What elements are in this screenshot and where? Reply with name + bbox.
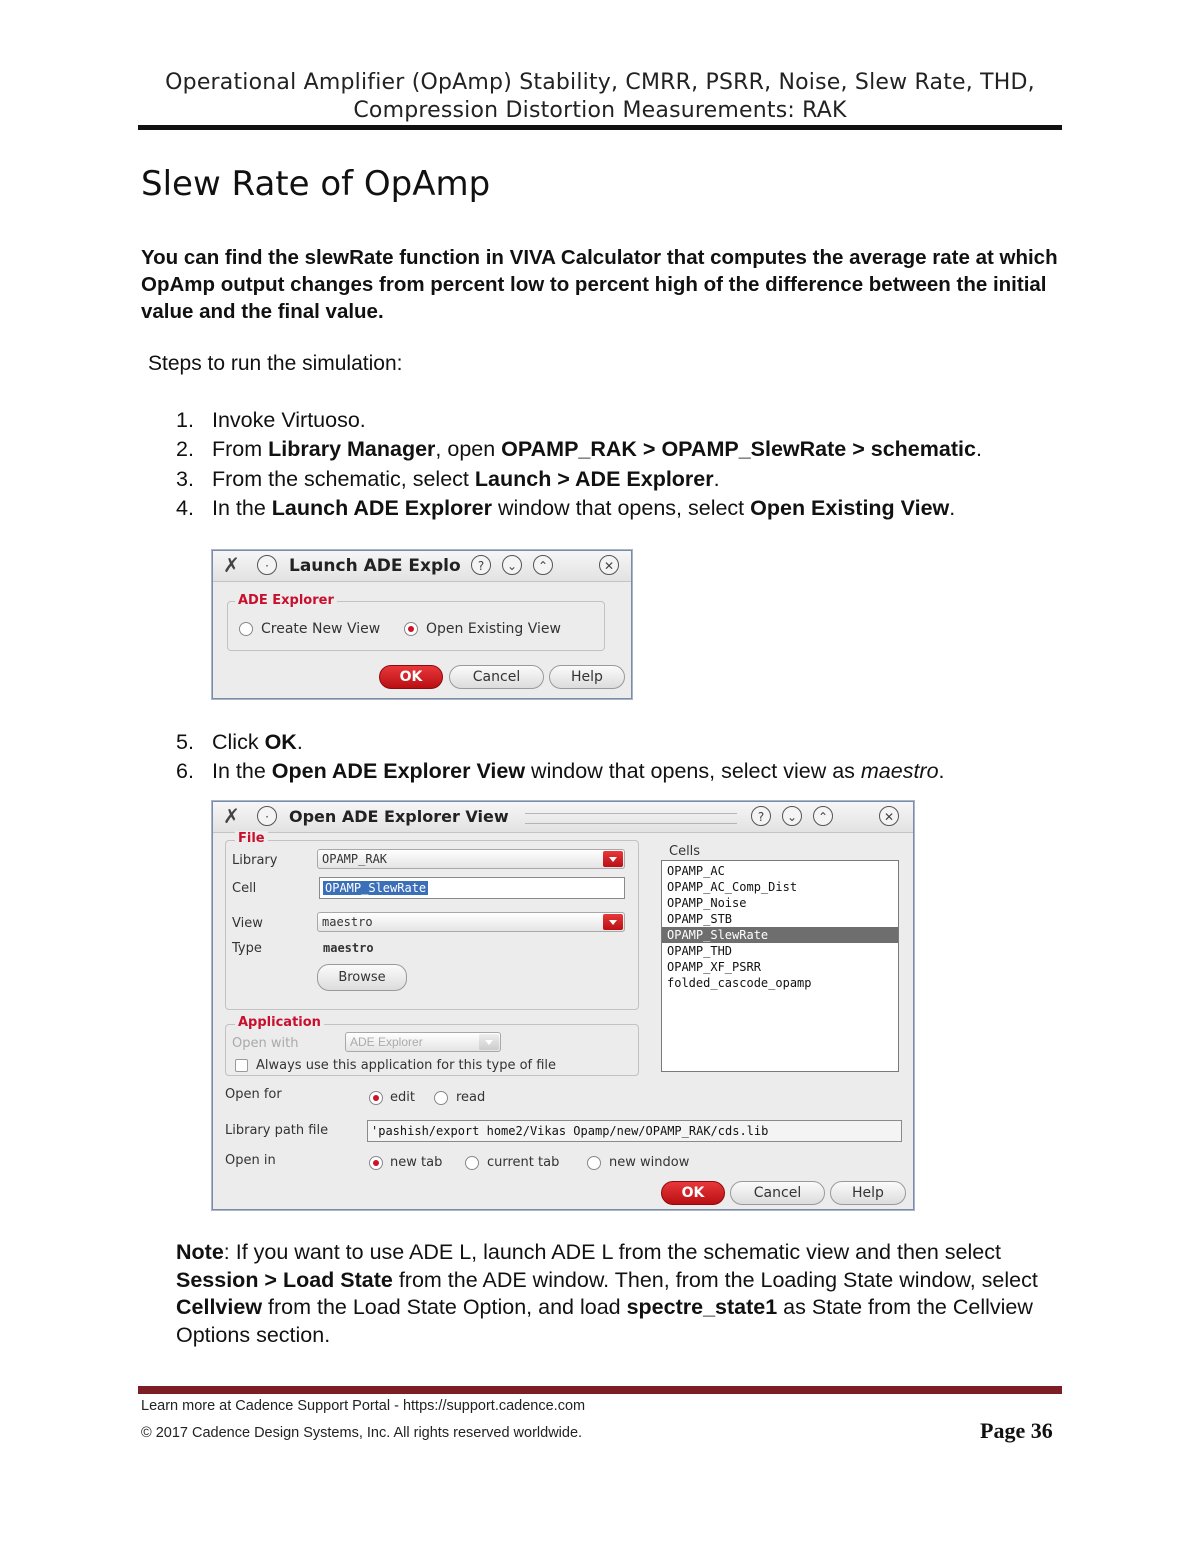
intro-paragraph: You can find the slewRate function in VIVA Calculator that computes the average rate at which OpAmp output changes from percent low to percent high of the difference between the initial value and the final value.	[141, 246, 1058, 323]
close-icon[interactable]: ✕	[599, 555, 619, 575]
step-bold: OPAMP_RAK > OPAMP_SlewRate > schematic	[501, 437, 976, 461]
step-5	[176, 730, 303, 755]
step-text: .	[296, 730, 303, 754]
window-menu-icon[interactable]: ·	[257, 806, 277, 826]
step-text: In the	[212, 759, 272, 783]
list-item[interactable]: folded_cascode_opamp	[667, 976, 812, 990]
cancel-button[interactable]: Cancel	[449, 665, 544, 689]
step-bold: Launch > ADE Explorer	[474, 467, 714, 491]
view-label: View	[232, 916, 263, 931]
note-paragraph	[176, 1239, 1056, 1349]
help-icon[interactable]: ?	[471, 555, 491, 575]
note-bold: Cellview	[176, 1295, 263, 1319]
list-item-selected[interactable]: OPAMP_SlewRate	[662, 927, 898, 943]
step-bold: OK	[264, 730, 297, 754]
dialog-title: Launch ADE Explo	[289, 556, 461, 576]
header-line-2: Compression Distortion Measurements: RAK	[353, 98, 847, 123]
step-3	[176, 467, 720, 492]
header-line-1: Operational Amplifier (OpAmp) Stability, CMRR, PSRR, Noise, Slew Rate, THD,	[165, 70, 1035, 95]
step-number: 5.	[176, 730, 194, 754]
open-with-label: Open with	[232, 1036, 299, 1051]
open-for-read-radio[interactable]	[434, 1091, 448, 1105]
chevron-down-icon	[603, 914, 623, 930]
open-existing-view-label: Open Existing View	[426, 621, 561, 637]
libpath-input[interactable]: 'pashish/export home2/Vikas Opamp/new/OPAMP_RAK/cds.lib	[367, 1120, 902, 1142]
step-text: In the	[212, 496, 272, 520]
step-text: Invoke Virtuoso.	[212, 408, 366, 432]
view-combo[interactable]	[317, 912, 625, 932]
open-in-label: Open in	[225, 1153, 276, 1168]
step-number: 3.	[176, 467, 194, 491]
create-new-view-radio[interactable]	[239, 622, 253, 636]
type-label: Type	[232, 941, 262, 956]
step-6	[176, 759, 945, 784]
always-use-label: Always use this application for this type of file	[256, 1058, 557, 1073]
cell-label: Cell	[232, 881, 257, 896]
minimize-icon[interactable]: ⌄	[502, 555, 522, 575]
step-number: 4.	[176, 496, 194, 520]
create-new-view-label: Create New View	[261, 621, 381, 637]
help-button[interactable]: Help	[830, 1181, 906, 1205]
step-text: Click	[212, 730, 265, 754]
list-item[interactable]: OPAMP_STB	[667, 912, 733, 926]
step-number: 2.	[176, 437, 194, 461]
step-1	[176, 408, 366, 433]
ok-button[interactable]: OK	[661, 1181, 725, 1205]
group-label: File	[235, 831, 268, 846]
open-existing-view-radio[interactable]	[404, 622, 418, 636]
dialog-title: Open ADE Explorer View	[289, 807, 509, 826]
browse-button[interactable]: Browse	[317, 964, 407, 991]
app-logo-icon: ✗	[223, 553, 240, 577]
open-for-edit-radio[interactable]	[369, 1091, 383, 1105]
maximize-icon[interactable]: ⌃	[533, 555, 553, 575]
step-text: .	[713, 467, 720, 491]
always-use-checkbox[interactable]	[235, 1059, 248, 1072]
step-text: window that opens, select	[491, 496, 751, 520]
open-with-value: ADE Explorer	[350, 1035, 423, 1049]
step-text: .	[949, 496, 956, 520]
header-rule	[138, 125, 1062, 130]
step-text: From	[212, 437, 269, 461]
view-value: maestro	[322, 915, 373, 929]
note-text: from the ADE window. Then, from the Loading State window, select	[392, 1267, 1038, 1292]
step-text: .	[938, 759, 945, 783]
note-text: : If you want to use ADE L, launch ADE L from the schematic view and then select	[223, 1240, 1001, 1264]
open-for-read-label: read	[456, 1090, 486, 1105]
launch-ade-explorer-dialog	[212, 550, 632, 699]
note-bold: spectre_state1	[626, 1295, 778, 1319]
minimize-icon[interactable]: ⌄	[782, 806, 802, 826]
dialog-titlebar	[213, 802, 913, 833]
step-number: 1.	[176, 408, 194, 432]
chevron-down-icon	[603, 851, 623, 867]
close-icon[interactable]: ✕	[879, 806, 899, 826]
open-in-new-window-label: new window	[609, 1155, 690, 1170]
footer-support-link[interactable]: Learn more at Cadence Support Portal - https://support.cadence.com	[141, 1398, 586, 1414]
step-4	[176, 496, 955, 521]
titlebar-grip	[525, 813, 737, 824]
library-label: Library	[232, 853, 278, 868]
step-italic: maestro	[860, 759, 939, 783]
open-for-label: Open for	[225, 1087, 282, 1102]
step-text: , open	[435, 437, 502, 461]
open-for-edit-label: edit	[390, 1090, 415, 1105]
note-text: from the Load State Option, and load	[262, 1295, 627, 1319]
step-text: window that opens, select view as	[525, 759, 861, 783]
library-combo[interactable]	[317, 849, 625, 869]
libpath-label: Library path file	[225, 1123, 329, 1138]
type-value: maestro	[323, 941, 374, 955]
cell-input[interactable]	[319, 877, 625, 899]
group-label: ADE Explorer	[235, 593, 337, 608]
cancel-button[interactable]: Cancel	[730, 1181, 825, 1205]
open-in-current-tab-radio[interactable]	[465, 1156, 479, 1170]
chevron-down-icon	[479, 1034, 499, 1050]
note-bold: Session > Load State	[176, 1267, 393, 1292]
group-label: Application	[235, 1015, 324, 1030]
page-number: Page 36	[980, 1418, 1053, 1443]
list-item[interactable]: OPAMP_AC	[667, 864, 725, 878]
open-ade-explorer-view-dialog	[212, 801, 914, 1210]
note-text: as State from the Cellview Options section.	[176, 1295, 1033, 1347]
window-menu-icon[interactable]: ·	[257, 555, 277, 575]
step-bold: Open Existing View	[750, 496, 950, 520]
dialog-titlebar	[213, 551, 631, 582]
cell-value: OPAMP_SlewRate	[325, 881, 427, 895]
open-in-current-tab-label: current tab	[487, 1155, 560, 1170]
app-logo-icon: ✗	[223, 804, 240, 828]
footer-copyright: © 2017 Cadence Design Systems, Inc. All rights reserved worldwide.	[141, 1425, 583, 1441]
open-in-new-tab-radio[interactable]	[369, 1156, 383, 1170]
ok-button[interactable]: OK	[379, 665, 443, 689]
list-item[interactable]: OPAMP_XF_PSRR	[667, 960, 761, 974]
list-item[interactable]: OPAMP_AC_Comp_Dist	[667, 880, 798, 894]
step-bold: Launch ADE Explorer	[271, 496, 492, 520]
open-in-new-tab-label: new tab	[390, 1155, 443, 1170]
step-number: 6.	[176, 759, 194, 783]
page-title: Slew Rate of OpAmp	[141, 164, 491, 204]
help-button[interactable]: Help	[549, 665, 625, 689]
step-bold: Open ADE Explorer View	[271, 759, 526, 783]
list-item[interactable]: OPAMP_THD	[667, 944, 733, 958]
maximize-icon[interactable]: ⌃	[813, 806, 833, 826]
step-text: .	[975, 437, 982, 461]
footer-rule	[138, 1386, 1062, 1394]
step-2	[176, 437, 982, 462]
note-bold: Note	[176, 1240, 224, 1264]
steps-label: Steps to run the simulation:	[148, 352, 403, 375]
step-text: From the schematic, select	[212, 467, 475, 491]
cells-label: Cells	[669, 844, 701, 859]
list-item[interactable]: OPAMP_Noise	[667, 896, 747, 910]
cells-list[interactable]	[661, 860, 899, 1072]
help-icon[interactable]: ?	[751, 806, 771, 826]
library-value: OPAMP_RAK	[322, 852, 388, 866]
step-bold: Library Manager	[268, 437, 436, 461]
open-in-new-window-radio[interactable]	[587, 1156, 601, 1170]
open-with-combo[interactable]	[345, 1032, 501, 1052]
